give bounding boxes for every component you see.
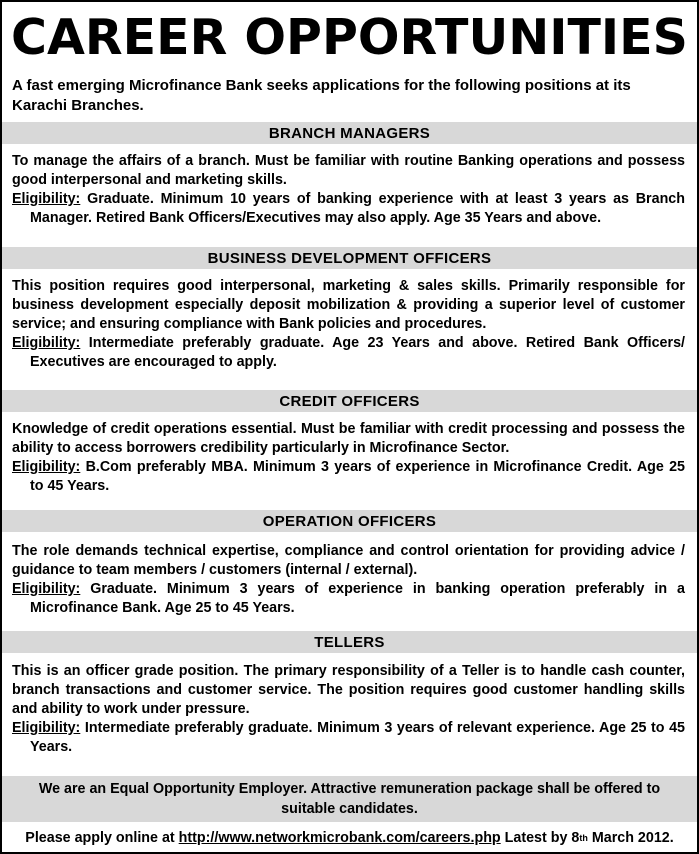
eligibility-line (12, 580, 685, 618)
deadline-date: March 2012. (591, 830, 674, 846)
deadline-prefix: Latest by 8 (504, 830, 580, 846)
position-description: The role demands technical expertise, compliance and control orientation for providing advice / guidance to team members / customers (internal / external). (12, 543, 685, 578)
apply-line (12, 826, 687, 850)
position-description: To manage the affairs of a branch. Must be familiar with routine Banking operations and possess good interpersonal and marketing skills. (12, 153, 685, 188)
eligibility-text: Intermediate preferably graduate. Age 23 Years and above. Retired Bank Officers/ Executives are encouraged to apply. (30, 335, 685, 370)
page-title: CAREER OPPORTUNITIES (11, 8, 688, 66)
equal-opportunity-notice: We are an Equal Opportunity Employer. Attractive remuneration package shall be offered to suitable candidates. (2, 776, 697, 822)
eligibility-label: Eligibility: (12, 191, 81, 207)
eligibility-label: Eligibility: (12, 581, 81, 597)
eligibility-text: B.Com preferably MBA. Minimum 3 years of experience in Microfinance Credit. Age 25 to 45 Years. (30, 459, 685, 494)
eligibility-line (12, 458, 685, 496)
eligibility-label: Eligibility: (12, 720, 81, 736)
section-header-credit-officers: CREDIT OFFICERS (2, 390, 697, 412)
eligibility-label: Eligibility: (12, 459, 81, 475)
section-business-development-officers (12, 277, 685, 372)
careers-link[interactable]: http://www.networkmicrobank.com/careers.php (178, 830, 501, 846)
position-description: Knowledge of credit operations essential. Must be familiar with credit processing and possess the ability to access borrowers credibility particularly in Microfinance Sector. (12, 421, 685, 456)
section-header-operation-officers: OPERATION OFFICERS (2, 510, 697, 532)
deadline-ordinal: th (579, 833, 588, 843)
position-description: This position requires good interpersonal, marketing & sales skills. Primarily responsible for business development especially deposit mobilization & providing a superior level of customer service; and ensuring compliance with Bank policies and procedures. (12, 278, 685, 332)
eligibility-label: Eligibility: (12, 335, 81, 351)
section-branch-managers (12, 152, 685, 228)
eligibility-text: Graduate. Minimum 10 years of banking experience with at least 3 years as Branch Manager. Retired Bank Officers/Executives may also apply. Age 35 Years and above. (30, 191, 685, 226)
section-header-tellers: TELLERS (2, 631, 697, 653)
eligibility-line (12, 190, 685, 228)
eligibility-text: Intermediate preferably graduate. Minimum 3 years of relevant experience. Age 25 to 45 Years. (30, 720, 686, 755)
section-credit-officers (12, 420, 685, 496)
section-header-branch-managers: BRANCH MANAGERS (2, 122, 697, 144)
eligibility-line (12, 719, 685, 757)
apply-prefix: Please apply online at (25, 830, 175, 846)
section-header-business-development-officers: BUSINESS DEVELOPMENT OFFICERS (2, 247, 697, 269)
section-tellers (12, 662, 685, 757)
intro-text: A fast emerging Microfinance Bank seeks applications for the following positions at its Karachi Branches. (12, 77, 631, 114)
eligibility-text: Graduate. Minimum 3 years of experience in banking operation preferably in a Microfinance Bank. Age 25 to 45 Years. (30, 581, 685, 616)
section-operation-officers (12, 542, 685, 618)
position-description: This is an officer grade position. The primary responsibility of a Teller is to handle cash counter, branch transactions and customer service. The position requires good customer handling skills and ability to work under pressure. (12, 663, 685, 717)
eligibility-line (12, 334, 685, 372)
